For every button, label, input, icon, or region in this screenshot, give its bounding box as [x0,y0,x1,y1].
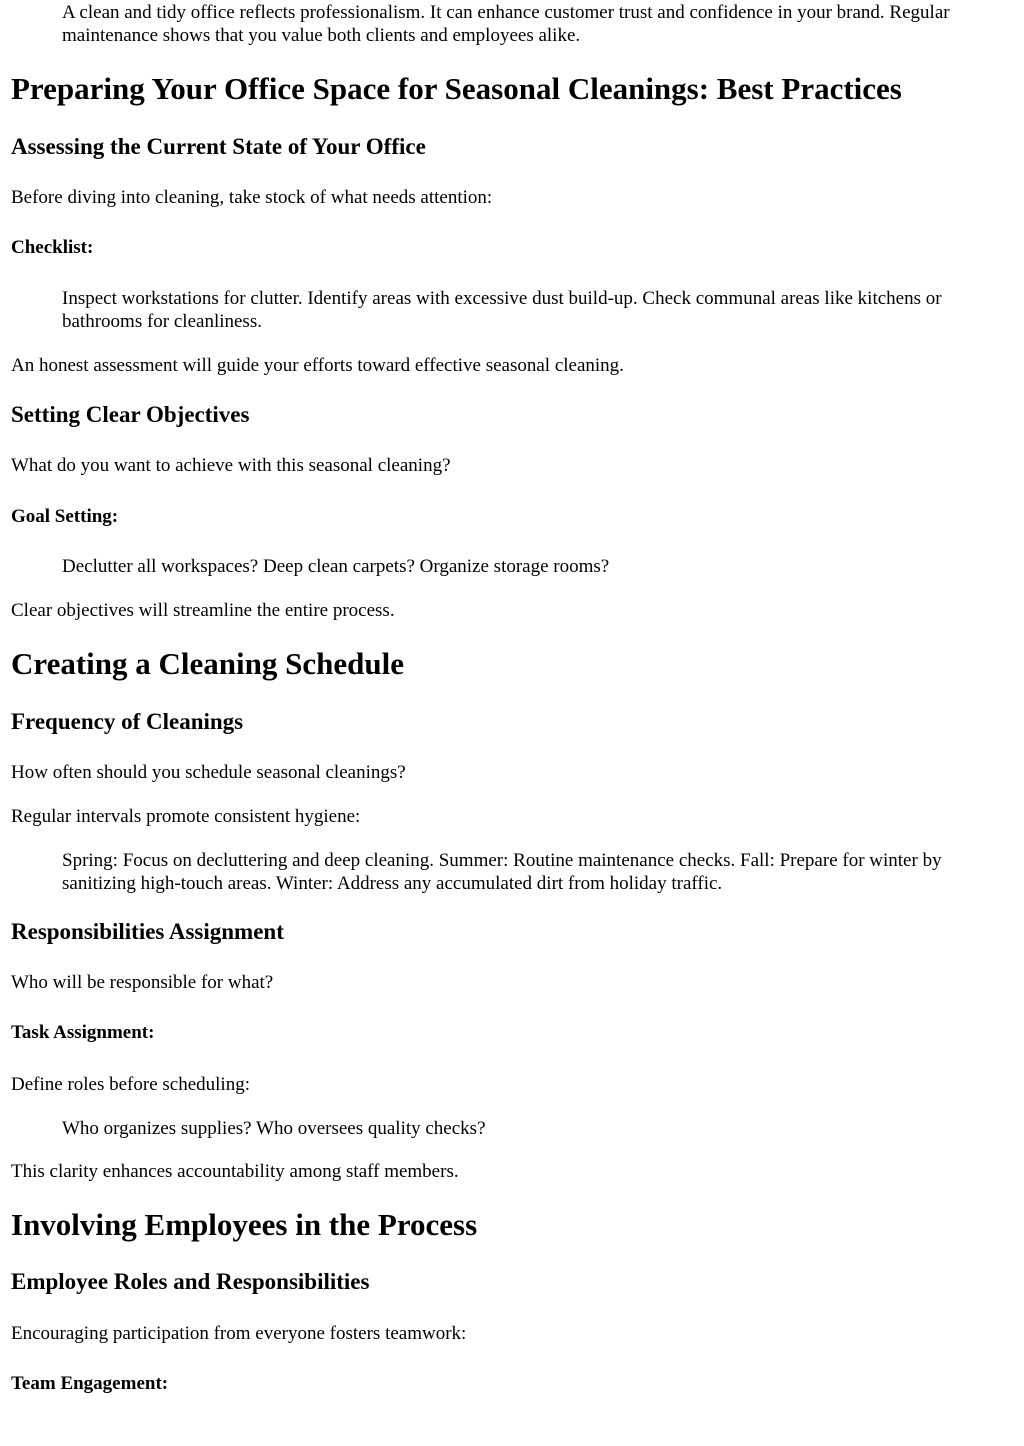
objectives-closing-paragraph: Clear objectives will streamline the entire process. [11,600,395,621]
responsibilities-closing-paragraph: This clarity enhances accountability among staff members. [11,1161,459,1182]
employee-roles-lead-paragraph: Encouraging participation from everyone fosters teamwork: [11,1323,467,1344]
assessing-lead-paragraph: Before diving into cleaning, take stock of what needs attention: [11,187,493,208]
intro-blockquote: A clean and tidy office reflects professionalism. It can enhance customer trust and confidence in your brand. Regular maintenance shows that you value both clients and employees alike. [62,2,950,46]
section-heading-preparing: Preparing Your Office Space for Seasonal Cleanings: Best Practices [11,71,902,106]
subheading-frequency: Frequency of Cleanings [11,709,244,734]
checklist-label: Checklist: [11,237,94,258]
subheading-employee-roles: Employee Roles and Responsibilities [11,1269,370,1294]
frequency-second-paragraph: Regular intervals promote consistent hygiene: [11,806,361,827]
responsibilities-lead-paragraph: Who will be responsible for what? [11,972,274,993]
subheading-objectives: Setting Clear Objectives [11,402,250,427]
seasons-blockquote: Spring: Focus on decluttering and deep cleaning. Summer: Routine maintenance checks. Fall: Prepare for winter by sanitizing high-touch areas. Winter: Address any accumulated dirt from holiday traffic. [62,850,942,894]
objectives-lead-paragraph: What do you want to achieve with this seasonal cleaning? [11,455,451,476]
subheading-assessing: Assessing the Current State of Your Office [11,134,426,159]
goal-setting-blockquote: Declutter all workspaces? Deep clean carpets? Organize storage rooms? [62,556,610,577]
checklist-blockquote: Inspect workstations for clutter. Identify areas with excessive dust build-up. Check communal areas like kitchens or bathrooms for cleanliness. [62,288,942,332]
roles-blockquote: Who organizes supplies? Who oversees quality checks? [62,1118,486,1139]
section-heading-employees: Involving Employees in the Process [11,1207,478,1242]
team-engagement-label: Team Engagement: [11,1373,169,1394]
section-heading-schedule: Creating a Cleaning Schedule [11,646,404,681]
goal-setting-label: Goal Setting: [11,506,119,527]
responsibilities-second-paragraph: Define roles before scheduling: [11,1074,250,1095]
subheading-responsibilities: Responsibilities Assignment [11,919,284,944]
frequency-lead-paragraph: How often should you schedule seasonal cleanings? [11,762,406,783]
assessing-closing-paragraph: An honest assessment will guide your efforts toward effective seasonal cleaning. [11,355,624,376]
task-assignment-label: Task Assignment: [11,1022,155,1043]
